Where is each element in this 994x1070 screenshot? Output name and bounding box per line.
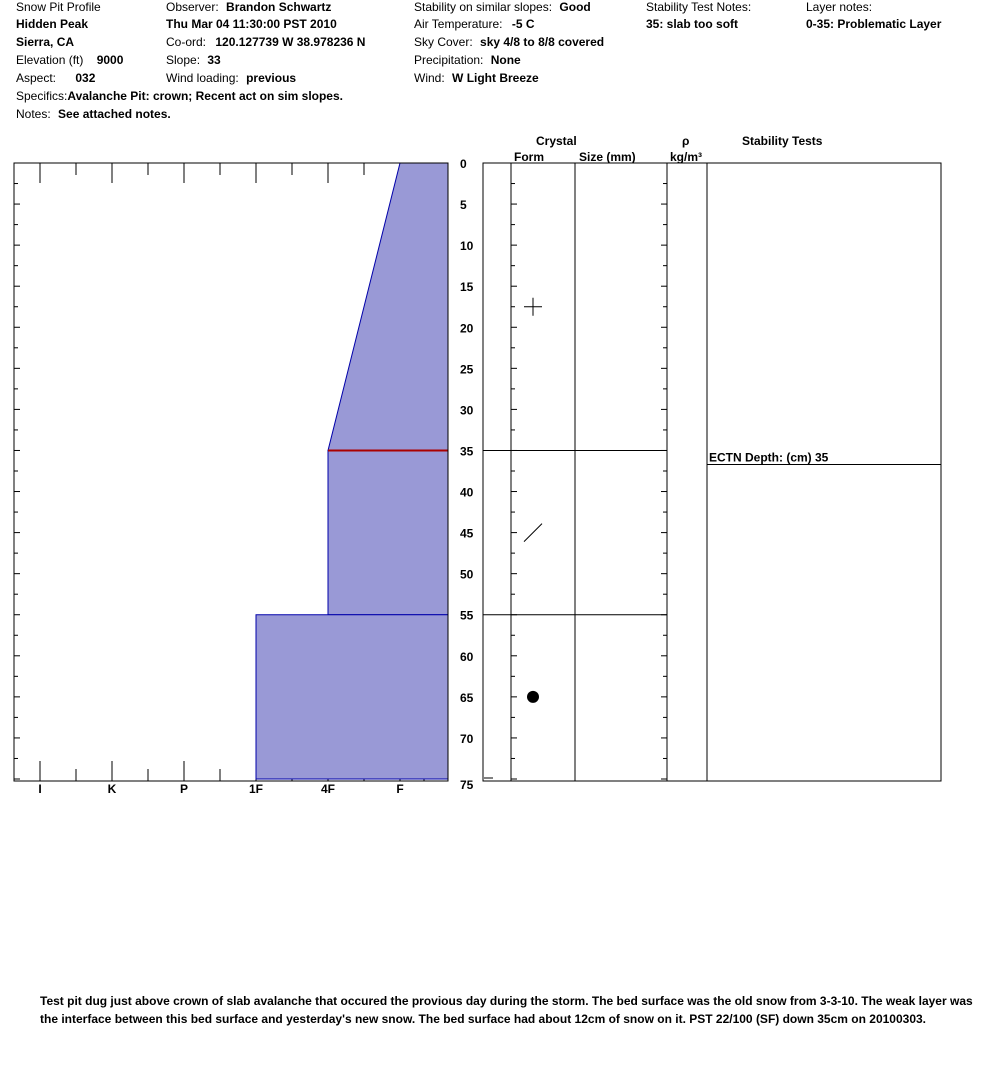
elevation-value: 9000 — [96, 53, 124, 67]
depth-tick-label: 40 — [460, 485, 474, 500]
elevation-label: Elevation (ft) — [16, 53, 84, 67]
crystal-form-dot-icon — [527, 691, 539, 703]
air-temp-label: Air Temperature: — [414, 17, 503, 31]
specifics-label: Specifics: — [16, 89, 68, 103]
hardness-tick-label: P — [179, 782, 189, 796]
stability-value: Good — [559, 0, 591, 14]
depth-tick-label: 25 — [460, 362, 474, 377]
coord-value: 120.127739 W 38.978236 N — [215, 35, 366, 49]
stability-tests-header: Stability Tests — [742, 134, 823, 148]
air-temp-value: -5 C — [511, 17, 535, 31]
depth-tick-label: 65 — [460, 690, 474, 705]
depth-tick-label: 20 — [460, 321, 474, 336]
hardness-layer — [256, 615, 448, 779]
hardness-tick-label: I — [38, 782, 42, 796]
hardness-layer — [328, 163, 448, 450]
layer-notes-value: 0-35: Problematic Layer — [806, 17, 942, 31]
stability-test-label: ECTN Depth: (cm) 35 — [709, 450, 829, 465]
hardness-profile — [256, 163, 448, 779]
depth-tick-label: 30 — [460, 403, 474, 418]
wind-loading-label: Wind loading: — [166, 71, 239, 85]
sky-value: sky 4/8 to 8/8 covered — [480, 35, 605, 49]
hardness-axis — [38, 782, 403, 796]
crystal-table — [483, 163, 941, 781]
precip-label: Precipitation: — [414, 53, 484, 67]
location: Hidden Peak — [16, 17, 89, 31]
observer-label: Observer: — [166, 0, 219, 14]
notes-value: See attached notes. — [58, 107, 171, 121]
size-header: Size (mm) — [579, 150, 636, 164]
depth-tick-label: 55 — [460, 608, 474, 623]
depth-tick-label: 35 — [460, 444, 474, 459]
wind-loading-value: previous — [246, 71, 297, 85]
depth-tick-label: 0 — [460, 157, 467, 171]
notes-label: Notes: — [16, 107, 51, 121]
pit-notes: Test pit dug just above crown of slab avalanche that occured the provious day during the storm. The bed surface was the old snow from 3-3-10. The weak layer was the interface between this bed surface and yesterday's new snow. The bed surface had about 12cm of snow on it. PST 22/100 (SF) down 35cm on 20100303. — [40, 994, 973, 1026]
sky-label: Sky Cover: — [414, 35, 473, 49]
coord-label: Co-ord: — [166, 35, 207, 49]
region: Sierra, CA — [16, 35, 75, 49]
density-unit-header: kg/m³ — [670, 150, 703, 164]
stability-rows — [707, 450, 941, 464]
depth-tick-label: 15 — [460, 280, 474, 295]
layer-notes-label: Layer notes: — [806, 0, 873, 14]
specifics-value: Avalanche Pit: crown; Recent act on sim slopes. — [67, 89, 343, 103]
crystal-header: Crystal — [536, 134, 577, 148]
crystal-form-slash-icon — [524, 524, 542, 542]
profile-title: Snow Pit Profile — [16, 0, 101, 14]
slope-value: 33 — [207, 53, 221, 67]
wind-label: Wind: — [414, 71, 445, 85]
depth-tick-label: 60 — [460, 649, 474, 664]
hardness-tick-label: 1F — [248, 782, 264, 796]
observer-value: Brandon Schwartz — [226, 0, 332, 14]
datetime: Thu Mar 04 11:30:00 PST 2010 — [166, 17, 337, 31]
hardness-tick-label: F — [396, 782, 404, 796]
depth-tick-label: 10 — [460, 239, 474, 254]
precip-value: None — [490, 53, 521, 67]
depth-tick-label: 45 — [460, 526, 474, 541]
depth-tick-label: 50 — [460, 567, 474, 582]
depth-tick-label: 70 — [460, 731, 474, 746]
crystal-table-border — [483, 163, 941, 781]
aspect-value: 032 — [75, 71, 96, 85]
depth-tick-label: 5 — [460, 198, 467, 213]
form-header: Form — [514, 150, 544, 164]
hardness-layer — [328, 450, 448, 614]
stability-notes-value: 35: slab too soft — [646, 17, 739, 31]
wind-value: W Light Breeze — [452, 71, 539, 85]
stability-notes-label: Stability Test Notes: — [646, 0, 752, 14]
stability-label: Stability on similar slopes: — [414, 0, 553, 14]
aspect-label: Aspect: — [16, 71, 57, 85]
slope-label: Slope: — [166, 53, 201, 67]
rho-header: ρ — [682, 134, 690, 148]
depth-tick-label: 75 — [460, 778, 474, 792]
hardness-tick-label: K — [107, 782, 117, 796]
hardness-tick-label: 4F — [320, 782, 336, 796]
